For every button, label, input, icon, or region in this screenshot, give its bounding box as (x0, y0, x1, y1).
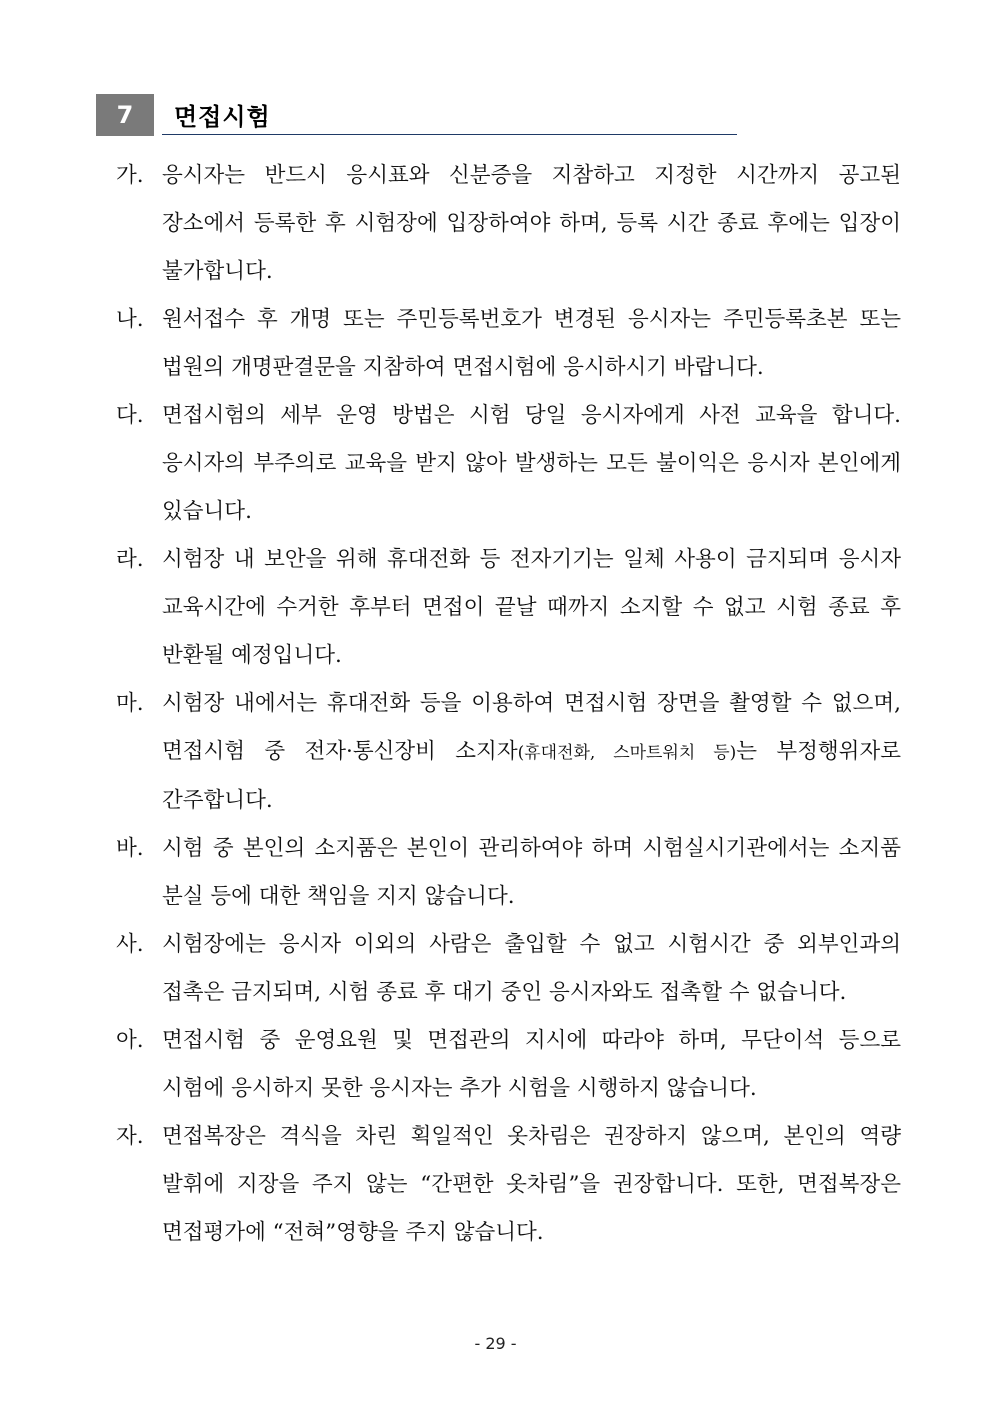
item-text: 시험 중 본인의 소지품은 본인이 관리하여야 하며 시험실시기관에서는 소지품 분실 등에 대한 책임을 지지 않습니다. (162, 836, 901, 909)
item-text-end: 는 부정행위자로 간주합니다. (162, 739, 901, 813)
item-text: 응시자는 반드시 응시표와 신분증을 지참하고 지정한 시간까지 공고된 장소에서 등록한 후 시험장에 입장하여야 하며, 등록 시간 종료 후에는 입장이 불가합니다. (162, 163, 901, 284)
item-marker: 다. (116, 403, 144, 428)
section-number: 7 (96, 94, 154, 136)
list-item (116, 921, 901, 1017)
item-text: 면접복장은 격식을 차린 획일적인 옷차림은 권장하지 않으며, 본인의 역량 발휘에 지장을 주지 않는 “간편한 옷차림”을 권장합니다. 또한, 면접복장은 면접평가에 “전혀”영향을 주지 않습니다. (162, 1124, 901, 1245)
list-item (116, 1113, 901, 1257)
item-text: 시험장에는 응시자 이외의 사람은 출입할 수 없고 시험시간 중 외부인과의 접촉은 금지되며, 시험 종료 후 대기 중인 응시자와도 접촉할 수 없습니다. (162, 932, 901, 1005)
list-item (116, 152, 901, 296)
item-marker: 자. (116, 1124, 144, 1149)
item-marker: 라. (116, 547, 144, 572)
item-marker: 바. (116, 836, 144, 861)
item-marker: 사. (116, 932, 144, 957)
list-item (116, 536, 901, 680)
list-item (116, 1017, 901, 1113)
item-text: 원서접수 후 개명 또는 주민등록번호가 변경된 응시자는 주민등록초본 또는 법원의 개명판결문을 지참하여 면접시험에 응시하시기 바랍니다. (162, 307, 901, 380)
item-text: 면접시험의 세부 운영 방법은 시험 당일 응시자에게 사전 교육을 합니다. 응시자의 부주의로 교육을 받지 않아 발생하는 모든 불이익은 응시자 본인에게 있습니다. (162, 403, 901, 524)
header-rule (162, 134, 737, 135)
item-marker: 마. (116, 691, 144, 716)
section-header (96, 94, 271, 136)
item-marker: 가. (116, 163, 144, 188)
section-title: 면접시험 (174, 103, 271, 131)
item-text: 시험장 내 보안을 위해 휴대전화 등 전자기기는 일체 사용이 금지되며 응시자 교육시간에 수거한 후부터 면접이 끝날 때까지 소지할 수 없고 시험 종료 후 반환될 예정입니다. (162, 547, 901, 668)
list-item (116, 825, 901, 921)
item-marker: 나. (116, 307, 144, 332)
list-item (116, 296, 901, 392)
list-item (116, 680, 901, 825)
item-text-parenthetical: (휴대전화, 스마트워치 등) (517, 743, 737, 763)
page-number: - 29 - (474, 1334, 517, 1353)
list-item (116, 392, 901, 536)
item-list (116, 152, 901, 1257)
item-text-main: 시험장 내에서는 휴대전화 등을 이용하여 면접시험 장면을 촬영할 수 없으며, 면접시험 중 전자·통신장비 소지자 (162, 691, 901, 764)
item-text (162, 680, 901, 825)
item-text: 면접시험 중 운영요원 및 면접관의 지시에 따라야 하며, 무단이석 등으로 시험에 응시하지 못한 응시자는 추가 시험을 시행하지 않습니다. (162, 1028, 901, 1101)
item-marker: 아. (116, 1028, 144, 1053)
